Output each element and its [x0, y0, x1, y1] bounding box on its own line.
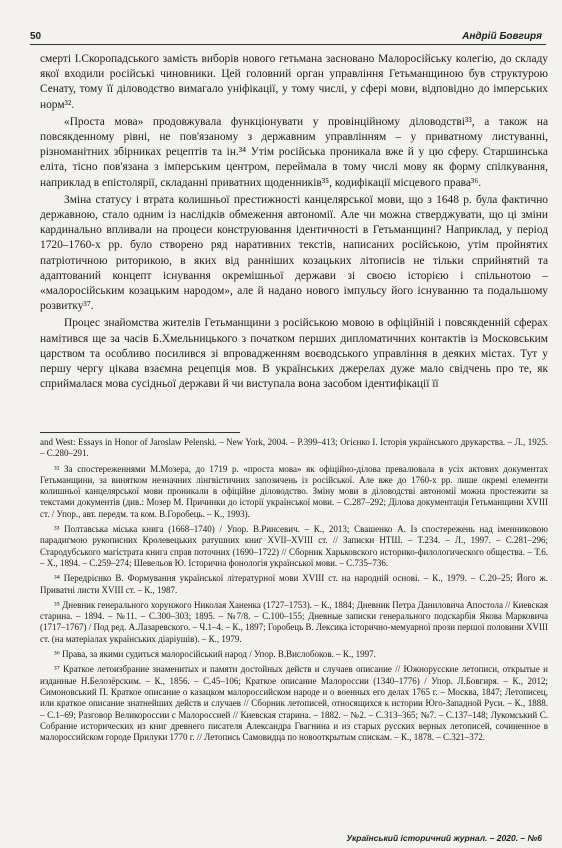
footnote-34: ³⁴ Передрієнко В. Формування української літературної мови XVIII ст. на народній основі. – К., 1979. – С.20–25; Його ж. Приватні листи XVIII ст. – К., 1987.: [40, 573, 548, 595]
footnotes: [40, 437, 548, 747]
body-paragraph-1: смерті І.Скоропадського замість виборів нового гетьмана засновано Малоросійську колегію, до складу якої входили російські чиновники. Цей головний орган управління Гетьманщиною був структурою Сенату, тому її діловодство вимагало уніфікації, у тому числі, у сфері мови, відповідно до імперських норм³².: [40, 53, 548, 111]
body-paragraph-4: Процес знайомства жителів Гетьманщини з російською мовою в офіційній і повсякденній сферах намітився ще за часів Б.Хмельницького з початком перших дипломатичних контактів із Московським царством та особливо посилився зі впровадженням воєводського управління в деяких містах. Тут у першу чергу цікава взаємна рецепція мов. В українських джерелах дуже мало свідчень про те, як сприймалася мова сусідньої держави й чи виступала вона засобом ідентифікації її: [40, 317, 548, 391]
footnote-36: ³⁶ Права, за якими судиться малоросійський народ / Упор. В.Вислобоков. – К., 1997.: [54, 649, 376, 660]
running-head-author: Андрій Бовгиря: [462, 31, 542, 42]
main-text: [40, 52, 548, 392]
journal-footer: Український історичний журнал. – 2020. – №6: [346, 833, 542, 843]
footnote-35: ³⁵ Дневник генерального хорунжого Николая Ханенка (1727–1753). – К., 1884; Дневник Петра Даниловича Апостола // Киевская старина. – 1894. – №11. – С.300–303; 1895. – №7/8. – С.100–155; Дневные записки генерального подскарбія Якова Марковича (1717–1767) / Под ред. А.Лазаревского. – Ч.1–4. – К., 1897; Горобець В. Лексика історично-мемуарної прози першої половини XVIII ст. (на матеріалах українських діаріушів). – К., 1979.: [40, 599, 548, 644]
footnote-32: ³² За спостереженнями М.Мозера, до 1719 р. «проста мова» як офіційно-ділова превалювала в усіх актових документах Гетьманщини, за винятком незначних лінгвістичних запозичень із російської. Але вже до 1760-х рр. лише окремі елементи колишньої канцелярської мови проникали в офіційне діловодство. Зміну мови в діловодстві автономії можна простежити за текстами документів (див.: Мозер М. Причинки до історії української мови. – С.287–292; Ділова документація Гетьманщини XVIII ст. / Упор., авт. передм. та ком. В.Горобець. – К., 1993).: [40, 463, 548, 519]
footnote-separator: [40, 432, 240, 433]
body-paragraph-2: «Проста мова» продовжувала функціонувати у провінційному діловодстві³³, а також на повсякденному рівні, не пов'язаному з державним управлінням – у приватному листуванні, різноманітних збірниках рецептів та ін.³⁴ Утім російська проникала вже й у цю сферу. Старшинська еліта, тісно пов'язана з імперським центром, переймала в тому числі мову як форму спілкування, наприклад в епістолярії, складанні приватних щоденників³⁵, кодифікації місцевого права³⁶.: [40, 115, 548, 189]
footnote-continuation: and West: Essays in Honor of Jaroslaw Pelenski. – New York, 2004. – P.399–413; Огієнко І. Історія українського друкарства. – Л., 1925. – С.280–291.: [40, 437, 548, 459]
footnote-37: ³⁷ Краткое летоизбрание знаменитых и памяти достойных действ и случаев описание // Южнорусские летописи, открытые и изданные Н.Белозёрским. – К., 1856. – С.45–106; Краткое описание Малороссии (1340–1776) / Упор. Л.Бовгиря. – К., 2012; Симоновський П. Краткое описание о казацком малороссийском народе и о военных его делах 1765 г. – Москва, 1847; Летописец, или краткое описание знатнейших действ и случаев // Сборник летописей, относящихся к истории Юго-Западной Руси. – К., 1888. – С.1–69; Разговор Великороссии с Малороссией // Киевская старина. – 1882. – №2. – С.313–365; №7. – С.137–148; Лукомський С. Собрание исторических из книг древнего писателя Александра Гвагнина и из старых русских верных летописей, сочиненное в малороссийском городе Прилуки 1770 г. // Летопись Самовидца по новооткрытым спискам. – К., 1878. – С.321–372.: [40, 664, 548, 743]
running-header: [30, 29, 546, 45]
header-rule: [30, 44, 546, 45]
body-paragraph-3: Зміна статусу і втрата колишньої престижності канцелярської мови, що з 1648 р. була фактично державною, стало одним із наслідків обмеження автономії. Але чи можна стверджувати, що ці зміни кардинально впливали на процеси конструювання ідентичності в Гетьманщині? Наприклад, у період 1720–1760-х рр. було створено ряд наративних текстів, написаних російською, утім пройнятих патріотичною риторикою, в яких від ранніших козацьких літописів не тільки сприйнятий та адаптований концепт існування окремішньої держави зі своєю історією і спільнотою – «малоросійським козацьким народом», але й надано нового імпульсу його існуванню та подальшому розвитку³⁷.: [40, 193, 548, 313]
footnote-33: ³³ Полтавська міська книга (1668–1740) / Упор. В.Ринсевич. – К., 2013; Свашенко А. Із спостережень над іменниковою парадигмою рукописних Кролевецьких ратушних книг XVII–XVIII ст. // Записки НТШ. – Т.234. – Л., 1997. – С.281–296; Стародубського магістрата книга справ поточних (1690–1722) // Сборник Харьковского историко-филологического общества. – Т.6. – Х., 1894. – С.259–274; Шевельов Ю. Історична фонологія української мови. – С.735–736.: [40, 524, 548, 568]
page-number: 50: [30, 31, 42, 42]
